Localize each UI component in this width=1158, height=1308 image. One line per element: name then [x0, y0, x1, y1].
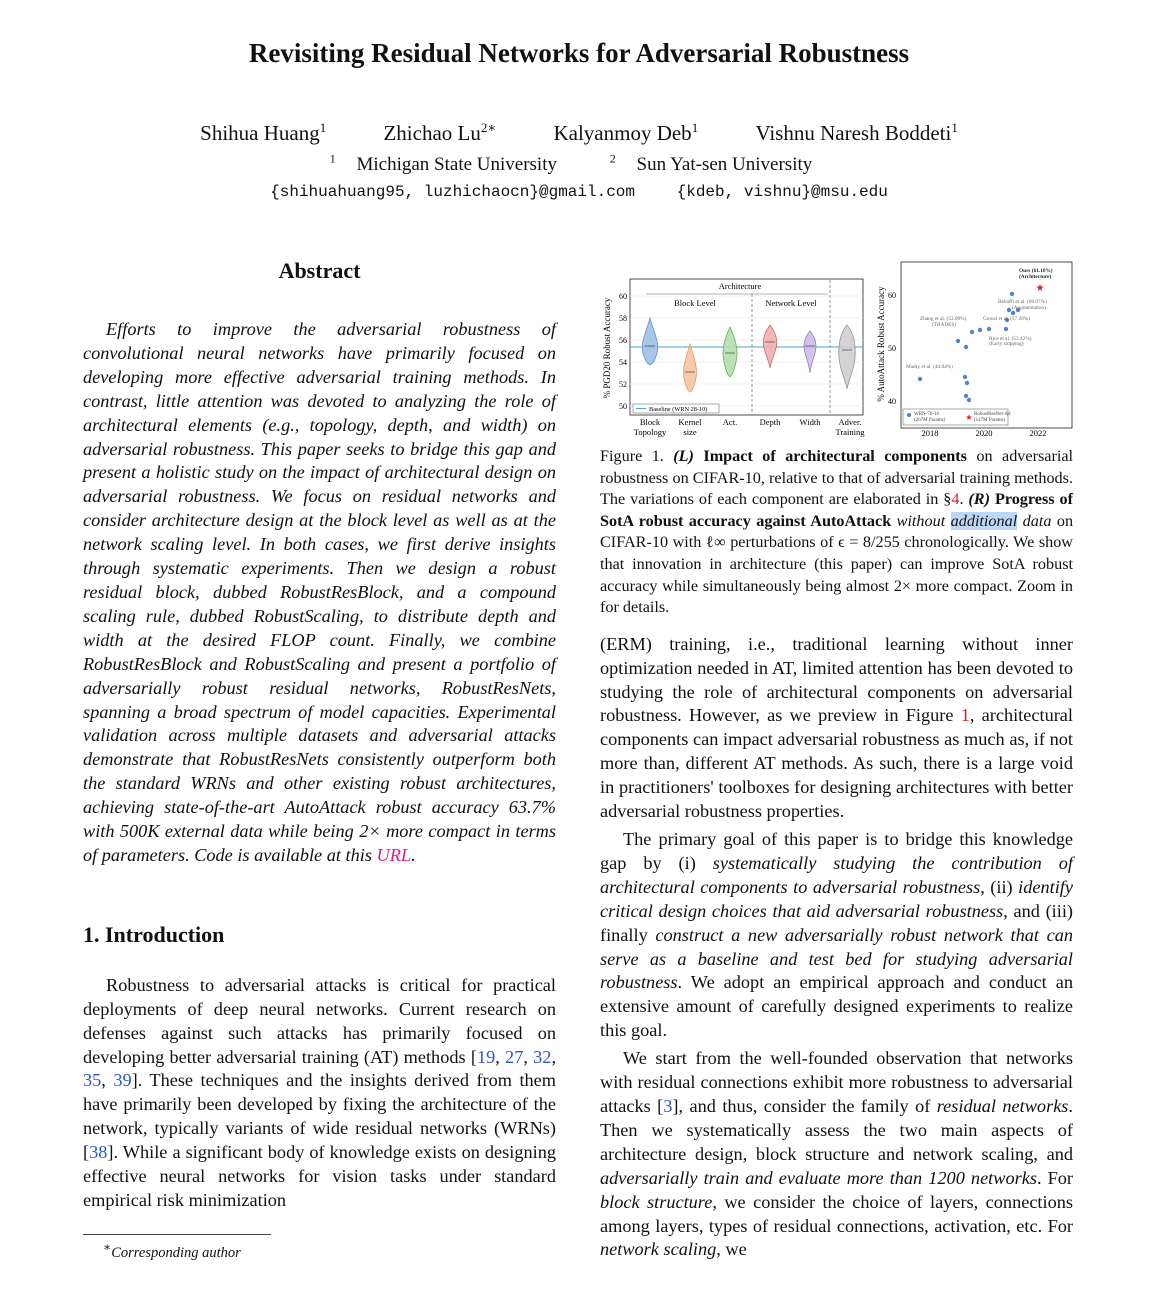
x-tick: 2018 — [921, 428, 939, 438]
y-tick: 40 — [888, 397, 896, 406]
legend-wrn: WRN-70-16 — [914, 412, 939, 417]
figure-1-caption: Figure 1. (L) Impact of architectural components on adversarial robustness on CIFAR-10, relative to that of adversarial training methods. The variations of each component are elaborated in §4. (R) Progress of SotA robust accuracy against AutoAttack without additional data on CIFAR-10 with ℓ∞ perturbations of ϵ = 8/255 chronologically. We show that innovation in architecture (this paper) can improve SotA robust accuracy while simultaneously being almost 2× more compact. Zoom in for details. — [600, 447, 1074, 617]
affiliations — [0, 152, 1158, 176]
y-tick: 52 — [619, 380, 627, 389]
annotation: Rice et al. (53.42%) — [989, 336, 1032, 342]
annotation: Rebuffi et al. (60.07%) — [998, 299, 1047, 305]
right-panel-scatter-chart — [876, 262, 1072, 438]
author: Vishnu Naresh Boddeti$^1$ — [755, 120, 958, 145]
author: Shihua Huang$^1$ — [200, 120, 327, 145]
citation-link[interactable]: 27 — [505, 1046, 524, 1067]
x-tick: 2022 — [1029, 428, 1047, 438]
author: Kalyanmoy Deb$^1$ — [553, 120, 699, 145]
y-tick: 60 — [888, 291, 896, 300]
paper-title: Revisiting Residual Networks for Adversarial Robustness — [248, 38, 910, 68]
svg-text:★: ★ — [1035, 283, 1045, 294]
affiliation: $^2$ Sun Yat-sen University — [609, 152, 813, 176]
group-label-architecture: Architecture — [718, 281, 762, 291]
author-emails — [0, 183, 1158, 201]
body-paragraph: (ERM) training, i.e., traditional learning without inner optimization needed in AT, limited attention has been devoted to studying the role of architectural components on adversarial robustness. However, as we preview in Figure 1, architectural components can impact adversarial robustness as much as, if not more than, different AT methods. As such, there is a large void in practitioners' toolboxes for designing architectures with better adversarial robustness properties. — [600, 633, 1073, 822]
citation-link[interactable]: 35 — [83, 1070, 102, 1091]
figure-1 — [600, 258, 1073, 438]
y-tick: 56 — [619, 336, 627, 345]
x-label: size — [683, 427, 697, 437]
annotation: Madry et al. (44.04%) — [906, 364, 953, 370]
y-tick: 60 — [619, 292, 627, 301]
violin-width — [804, 331, 816, 373]
x-label: Width — [799, 417, 821, 427]
abstract-heading: Abstract — [278, 258, 361, 283]
left-y-axis-label: % PGD20 Robust Accuracy — [602, 297, 612, 399]
annotation: (TRADES) — [932, 322, 957, 328]
right-y-axis-label: % AutoAttack Robust Accuracy — [876, 286, 886, 402]
figure-ref-link[interactable]: 1 — [960, 705, 970, 726]
section-heading-introduction: 1. Introduction — [83, 921, 225, 947]
footnote: ∗Corresponding author — [103, 1240, 241, 1261]
left-panel-violin-chart — [602, 279, 865, 437]
violin-kernel-size — [683, 344, 696, 392]
violin-adversarial-training — [839, 325, 855, 389]
right-column — [600, 258, 1073, 1262]
affiliation: $^1$ Michigan State University — [329, 152, 557, 176]
footnote-rule — [83, 1234, 271, 1235]
intro-paragraph: Robustness to adversarial attacks is critical for practical deployments of deep neural networks. Current research on defenses against such attacks has primarily focused on developing better adversarial training (AT) methods [19, 27, 32, 35, 39]. These techniques and the insights derived from them have primarily been developed by fixing the architecture of the network, typically variants of wide residual networks (WRNs) [38]. While a significant body of knowledge exists on designing effective neural networks for vision tasks under standard empirical risk minimization — [83, 974, 557, 1210]
citation-link[interactable]: 19 — [476, 1046, 496, 1067]
annotation: (Early stopping) — [989, 341, 1024, 347]
code-url-link[interactable]: URL — [376, 844, 412, 865]
violin-depth — [763, 325, 777, 368]
x-label: Depth — [759, 417, 781, 427]
svg-text:★: ★ — [965, 413, 973, 422]
y-tick: 50 — [888, 344, 896, 353]
legend-ours: RobustResNet-A4 — [974, 412, 1011, 417]
x-tick: 2020 — [975, 428, 993, 438]
legend-baseline: Baseline (WRN 28-10) — [649, 406, 708, 413]
left-column — [83, 258, 556, 1213]
annotation: (Architecture) — [1019, 274, 1052, 280]
x-label: Training — [835, 427, 865, 437]
right-body-text — [600, 633, 1073, 1263]
legend-ours: (147M Params) — [974, 418, 1006, 423]
legend-wrn: (267M Params) — [914, 418, 946, 423]
author: Zhichao $Lu^{2∗}$ — [383, 120, 497, 145]
citation-link[interactable]: 38 — [89, 1142, 108, 1163]
figure-1-graphics — [600, 258, 1073, 440]
x-label: Topology — [633, 427, 667, 437]
body-paragraph: The primary goal of this paper is to bridge this knowledge gap by (i) systematically studying the contribution of architectural components to adversarial robustness, (ii) identify critical design choices that aid adversarial robustness, and (iii) finally construct a new adversarially robust network that can serve as a baseline and test bed for studying adversarial robustness. We adopt an empirical approach and conduct an extensive amount of carefully designed experiments to realize this goal. — [600, 829, 1074, 1041]
violin-block-topology — [642, 318, 658, 365]
author-list — [0, 120, 1158, 146]
y-tick: 50 — [619, 402, 627, 411]
x-label: Kernel — [678, 417, 702, 427]
section-ref-link[interactable]: 4 — [951, 490, 960, 509]
annotation: Gowal et al. (57.20%) — [983, 316, 1030, 322]
y-tick: 58 — [619, 314, 627, 323]
body-paragraph: We start from the well-founded observation that networks with residual connections exhibit more robustness to adversarial attacks [3], and thus, consider the family of residual networks. Then we systematically assess the two main aspects of architecture design, block structure and network scaling, and adversarially train and evaluate more than 1200 networks. For block structure, we consider the choice of layers, connections among layers, types of residual connections, activation, etc. For network scaling, we — [600, 1048, 1074, 1260]
abstract-text: Efforts to improve the adversarial robustness of convolutional neural networks have primarily focused on developing more effective adversarial training methods. In contrast, little attention was devoted to analyzing the role of architectural elements (e.g., topology, depth, and width) on adversarial robustness. This paper seeks to bridge this gap and present a holistic study on the impact of architectural design on adversarial robustness. We focus on residual networks and consider architecture design at the block level as well as at the network scaling level. In both cases, we first derive insights through systematic experiments. Then we design a robust residual block, dubbed RobustResBlock, and a compound scaling rule, dubbed RobustScaling, to distribute depth and width at the desired FLOP count. Finally, we combine RobustResBlock and RobustScaling and present a portfolio of adversarially robust residual networks, RobustResNets, spanning a broad spectrum of model capacities. Experimental validation across multiple datasets and adversarial attacks demonstrate that RobustResNets consistently outperform both the standard WRNs and other existing robust architectures, achieving state-of-the-art AutoAttack robust accuracy 63.7% with 500K external data while being 2× more compact in terms of parameters. Code is available at this URL. — [83, 319, 556, 865]
y-tick: 54 — [619, 358, 627, 367]
highlighted-text[interactable]: additional — [950, 511, 1018, 530]
x-label: Adver. — [838, 417, 862, 427]
x-label: Block — [639, 417, 661, 427]
email: {shihuahuang95, luzhichaocn}@gmail.com — [270, 183, 635, 201]
x-label: Act. — [722, 417, 738, 427]
citation-link[interactable]: 39 — [113, 1070, 132, 1091]
annotation: (Augmentation) — [1012, 305, 1046, 311]
group-label-network-level: Network Level — [765, 298, 817, 308]
violin-activation — [723, 327, 737, 377]
email: {kdeb, vishnu}@msu.edu — [676, 183, 888, 201]
annotation: Zhang et al. (53.08%) — [920, 316, 967, 322]
annotation: Ours (61.10%) — [1019, 268, 1053, 274]
group-label-block-level: Block Level — [674, 298, 716, 308]
citation-link[interactable]: 3 — [663, 1095, 673, 1116]
citation-link[interactable]: 32 — [533, 1046, 552, 1067]
